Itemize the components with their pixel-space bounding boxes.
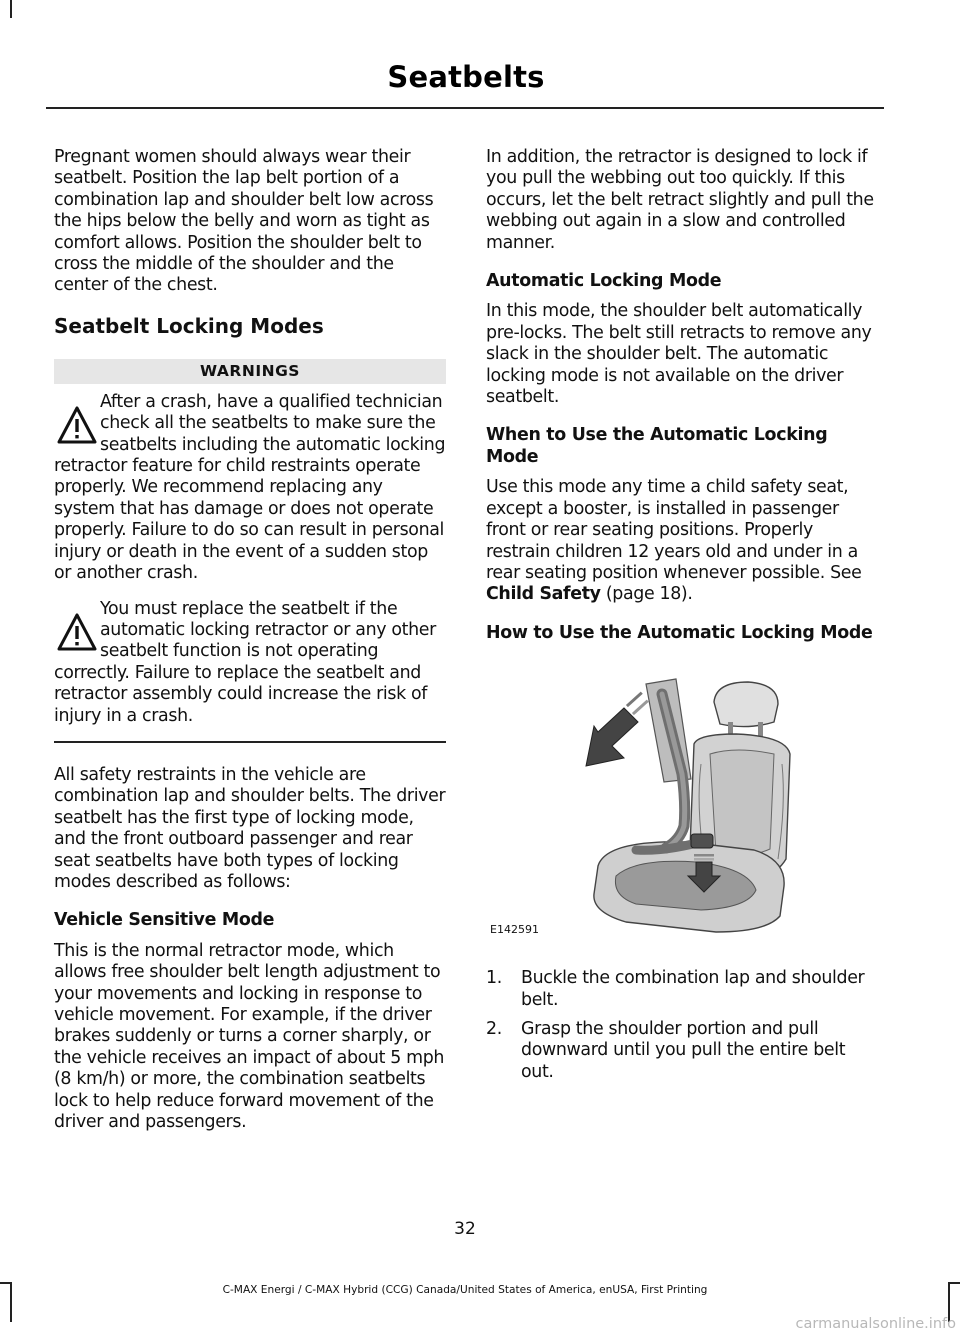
automatic-locking-mode-text: In this mode, the shoulder belt automatically pre-locks. The belt still retracts to remove any slack in the shoulder belt. The automatic locking mode is not available on the driver seatbelt. bbox=[486, 301, 872, 408]
steps-list bbox=[486, 968, 878, 1083]
vehicle-sensitive-mode-title: Vehicle Sensitive Mode bbox=[54, 910, 275, 931]
warning-triangle-icon bbox=[54, 398, 100, 454]
seat-illustration bbox=[486, 654, 878, 954]
crop-mark-top-left bbox=[10, 0, 12, 18]
pregnant-women-paragraph: Pregnant women should always wear their seatbelt. Position the lap belt portion of a combination lap and shoulder belt low across the hips below the belly and worn as tight as comfort allows. Position the shoulder belt to cross the middle of the shoulder and the center of the chest. bbox=[54, 147, 434, 296]
footer-text: C-MAX Energi / C-MAX Hybrid (CCG) Canada/United States of America, enUSA, First Printing bbox=[222, 1284, 708, 1296]
right-column bbox=[486, 147, 878, 1091]
warning-2-text: You must replace the seatbelt if the automatic locking retractor or any other seatbelt function is not operating correctly. Failure to replace the seatbelt and retractor assembly could increase the risk of injury in a crash. bbox=[54, 598, 436, 726]
left-column bbox=[54, 147, 446, 1150]
warning-triangle-icon bbox=[54, 605, 100, 661]
warning-1-text: After a crash, have a qualified technician check all the seatbelts to make sure the seatbelts including the automatic locking retractor feature for child restraints operate properly. We recommend replacing any system that has damage or does not operate properly. Failure to do so can result in personal injury or death in the event of a sudden stop or another crash. bbox=[54, 391, 446, 584]
page-title: Seatbelts bbox=[387, 60, 545, 94]
how-to-use-title: How to Use the Automatic Locking Mode bbox=[486, 622, 873, 643]
section-title-locking-modes: Seatbelt Locking Modes bbox=[54, 313, 324, 338]
warning-1 bbox=[54, 392, 446, 585]
header-divider bbox=[46, 107, 884, 109]
seatbelt-figure bbox=[486, 654, 878, 954]
vehicle-sensitive-mode-text: This is the normal retractor mode, which allows free shoulder belt length adjustment to your movements and locking in response to vehicle movement. For example, if the driver brakes suddenly or turns a corner sharply, or the vehicle receives an impact of about 5 mph (8 km/h) or more, the combination seatbelts lock to help reduce forward movement of the driver and passengers. bbox=[54, 940, 445, 1133]
when-to-use-title: When to Use the Automatic Locking Mode bbox=[486, 425, 828, 467]
figure-code: E142591 bbox=[490, 923, 539, 937]
list-item: 1. Buckle the combination lap and shoulder belt. bbox=[486, 968, 865, 1010]
warnings-end-divider bbox=[54, 741, 446, 743]
warning-2 bbox=[54, 599, 446, 727]
retractor-lock-paragraph: In addition, the retractor is designed to lock if you pull the webbing out too quickly. If this occurs, let the belt retract slightly and pull the webbing out again in a slow and controlled manner. bbox=[486, 147, 874, 253]
crop-mark-bottom-left bbox=[10, 1282, 12, 1322]
crop-mark-bottom-right-h bbox=[948, 1282, 960, 1284]
watermark: carmanualsonline.info bbox=[795, 1316, 956, 1332]
list-item: 2. Grasp the shoulder portion and pull downward until you pull the entire belt out. bbox=[486, 1018, 846, 1082]
automatic-locking-mode-title: Automatic Locking Mode bbox=[486, 271, 722, 292]
page-number: 32 bbox=[454, 1219, 476, 1239]
warnings-header: WARNINGS bbox=[54, 359, 446, 384]
when-to-use-text: Use this mode any time a child safety seat, except a booster, is installed in passenger front or rear seating positions. Properly restrain children 12 years old and under in a rear seating position whenever possible. See Child Safety (page 18). bbox=[486, 477, 862, 605]
locking-modes-paragraph: All safety restraints in the vehicle are combination lap and shoulder belts. The driver seatbelt has the first type of locking mode, and the front outboard passenger and rear seat seatbelts have both types of locking modes described as follows: bbox=[54, 764, 446, 892]
child-safety-link[interactable]: Child Safety bbox=[486, 584, 601, 605]
crop-mark-bottom-left-h bbox=[0, 1282, 12, 1284]
